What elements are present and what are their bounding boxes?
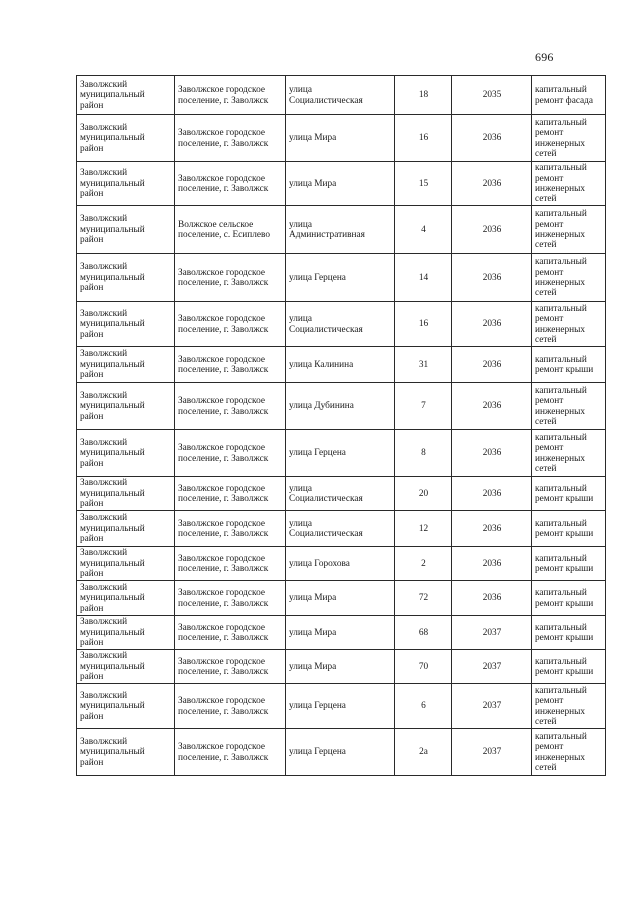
house-number-cell — [395, 616, 452, 650]
house-number-cell-text: 14 — [418, 272, 429, 283]
house-number-cell — [395, 430, 452, 477]
work-type-cell-text: капитальный ремонт инженерных сетей — [535, 209, 587, 251]
district-cell-text: Заволжский муниципальный район — [80, 349, 145, 381]
work-type-cell-text: капитальный ремонт инженерных сетей — [535, 303, 587, 345]
settlement-cell-text: Волжское сельское поселение, с. Есиплево — [178, 219, 270, 240]
house-number-cell — [395, 581, 452, 616]
district-cell-text: Заволжский муниципальный район — [80, 548, 145, 580]
table-row — [77, 547, 606, 581]
table-row — [77, 115, 606, 162]
work-type-cell-text: капитальный ремонт инженерных сетей — [535, 385, 587, 427]
work-type-cell-text: капитальный ремонт инженерных сетей — [535, 685, 587, 727]
street-cell — [286, 477, 395, 511]
district-cell — [77, 162, 175, 206]
settlement-cell — [175, 76, 286, 115]
work-type-cell-text: капитальный ремонт инженерных сетей — [535, 731, 587, 773]
district-cell — [77, 430, 175, 477]
house-number-cell — [395, 162, 452, 206]
house-number-cell — [395, 383, 452, 430]
work-type-cell-text: капитальный ремонт крыши — [535, 354, 594, 375]
district-cell — [77, 616, 175, 650]
settlement-cell-text: Заволжское городское поселение, г. Заволжск — [178, 588, 269, 609]
house-number-cell — [395, 477, 452, 511]
year-cell-text: 2036 — [482, 558, 502, 569]
settlement-cell-text: Заволжское городское поселение, г. Заволжск — [178, 85, 269, 106]
settlement-cell-text: Заволжское городское поселение, г. Заволжск — [178, 742, 269, 763]
street-cell-text: улица Мира — [289, 593, 337, 604]
year-cell-text: 2037 — [482, 701, 502, 712]
street-cell-text: улица Мира — [289, 627, 337, 638]
settlement-cell-text: Заволжское городское поселение, г. Заволжск — [178, 173, 269, 194]
work-type-cell-text: капитальный ремонт инженерных сетей — [535, 163, 587, 205]
year-cell — [452, 477, 532, 511]
work-type-cell — [532, 511, 606, 547]
district-cell — [77, 347, 175, 383]
work-type-cell — [532, 302, 606, 347]
table-row — [77, 383, 606, 430]
house-number-cell-text: 70 — [418, 661, 429, 672]
year-cell — [452, 684, 532, 729]
settlement-cell — [175, 616, 286, 650]
table-row — [77, 430, 606, 477]
year-cell-text: 2036 — [482, 272, 502, 283]
work-type-cell — [532, 684, 606, 729]
street-cell — [286, 616, 395, 650]
district-cell — [77, 729, 175, 776]
year-cell-text: 2036 — [482, 224, 502, 235]
table-row — [77, 76, 606, 115]
year-cell-text: 2036 — [482, 488, 502, 499]
settlement-cell — [175, 581, 286, 616]
district-cell-text: Заволжский муниципальный район — [80, 79, 145, 111]
year-cell-text: 2036 — [482, 359, 502, 370]
settlement-cell — [175, 684, 286, 729]
street-cell — [286, 581, 395, 616]
district-cell — [77, 383, 175, 430]
house-number-cell-text: 12 — [418, 523, 429, 534]
table-row — [77, 616, 606, 650]
year-cell-text: 2036 — [482, 319, 502, 330]
street-cell — [286, 162, 395, 206]
settlement-cell-text: Заволжское городское поселение, г. Заволжск — [178, 518, 269, 539]
year-cell — [452, 115, 532, 162]
settlement-cell — [175, 547, 286, 581]
district-cell — [77, 477, 175, 511]
settlement-cell-text: Заволжское городское поселение, г. Заволжск — [178, 314, 269, 335]
house-number-cell — [395, 547, 452, 581]
work-type-cell-text: капитальный ремонт крыши — [535, 483, 594, 504]
settlement-cell-text: Заволжское городское поселение, г. Заволжск — [178, 354, 269, 375]
settlement-cell — [175, 115, 286, 162]
table-row — [77, 302, 606, 347]
house-number-cell-text: 31 — [418, 359, 429, 370]
work-type-cell-text: капитальный ремонт крыши — [535, 588, 594, 609]
settlement-cell-text: Заволжское городское поселение, г. Заволжск — [178, 483, 269, 504]
settlement-cell — [175, 477, 286, 511]
district-cell — [77, 76, 175, 115]
house-number-cell — [395, 650, 452, 684]
street-cell-text: улица Социалистическая — [289, 483, 363, 504]
year-cell-text: 2037 — [482, 747, 502, 758]
table-row — [77, 729, 606, 776]
house-number-cell — [395, 115, 452, 162]
year-cell-text: 2037 — [482, 627, 502, 638]
work-type-cell-text: капитальный ремонт инженерных сетей — [535, 257, 587, 299]
house-number-cell-text: 15 — [418, 178, 429, 189]
year-cell-text: 2036 — [482, 178, 502, 189]
street-cell-text: улица Социалистическая — [289, 85, 363, 106]
year-cell-text: 2037 — [482, 661, 502, 672]
house-number-cell-text: 18 — [418, 90, 429, 101]
work-type-cell — [532, 650, 606, 684]
district-cell — [77, 650, 175, 684]
district-cell — [77, 547, 175, 581]
district-cell-text: Заволжский муниципальный район — [80, 582, 145, 614]
year-cell-text: 2036 — [482, 523, 502, 534]
work-type-cell — [532, 347, 606, 383]
street-cell-text: улица Горохова — [289, 558, 350, 569]
work-type-cell-text: капитальный ремонт инженерных сетей — [535, 117, 587, 159]
street-cell — [286, 511, 395, 547]
street-cell — [286, 383, 395, 430]
street-cell — [286, 684, 395, 729]
district-cell — [77, 302, 175, 347]
work-type-cell-text: капитальный ремонт крыши — [535, 518, 594, 539]
district-cell-text: Заволжский муниципальный район — [80, 736, 145, 768]
settlement-cell — [175, 347, 286, 383]
year-cell — [452, 729, 532, 776]
work-type-cell — [532, 547, 606, 581]
year-cell — [452, 206, 532, 254]
street-cell — [286, 254, 395, 302]
house-number-cell-text: 16 — [418, 133, 429, 144]
work-type-cell — [532, 616, 606, 650]
work-type-cell — [532, 162, 606, 206]
year-cell-text: 2036 — [482, 593, 502, 604]
table-row — [77, 162, 606, 206]
house-number-cell-text: 4 — [421, 224, 426, 235]
district-cell-text: Заволжский муниципальный район — [80, 390, 145, 422]
house-number-cell-text: 7 — [421, 401, 426, 412]
house-number-cell-text: 72 — [418, 593, 429, 604]
district-cell-text: Заволжский муниципальный район — [80, 478, 145, 510]
street-cell — [286, 547, 395, 581]
street-cell — [286, 650, 395, 684]
table-row — [77, 206, 606, 254]
work-type-cell-text: капитальный ремонт фасада — [535, 85, 594, 106]
district-cell — [77, 684, 175, 729]
work-type-cell — [532, 76, 606, 115]
street-cell — [286, 347, 395, 383]
house-number-cell — [395, 684, 452, 729]
year-cell-text: 2036 — [482, 448, 502, 459]
street-cell-text: улица Мира — [289, 133, 337, 144]
settlement-cell — [175, 206, 286, 254]
street-cell — [286, 302, 395, 347]
year-cell — [452, 302, 532, 347]
table-row — [77, 254, 606, 302]
year-cell — [452, 162, 532, 206]
table-row — [77, 511, 606, 547]
house-number-cell-text: 2 — [421, 558, 426, 569]
district-cell-text: Заволжский муниципальный район — [80, 308, 145, 340]
house-number-cell-text: 16 — [418, 319, 429, 330]
house-number-cell — [395, 254, 452, 302]
street-cell-text: улица Герцена — [289, 272, 346, 283]
year-cell — [452, 347, 532, 383]
work-type-cell — [532, 430, 606, 477]
street-cell-text: улица Социалистическая — [289, 314, 363, 335]
district-cell — [77, 254, 175, 302]
work-type-cell — [532, 477, 606, 511]
settlement-cell-text: Заволжское городское поселение, г. Заволжск — [178, 696, 269, 717]
year-cell-text: 2036 — [482, 401, 502, 412]
street-cell-text: улица Социалистическая — [289, 518, 363, 539]
street-cell — [286, 76, 395, 115]
page-number: 696 — [535, 50, 554, 64]
district-cell-text: Заволжский муниципальный район — [80, 690, 145, 722]
street-cell — [286, 115, 395, 162]
work-type-cell — [532, 581, 606, 616]
street-cell-text: улица Административная — [289, 219, 365, 240]
table-body — [77, 76, 606, 776]
table-row — [77, 650, 606, 684]
work-type-cell — [532, 115, 606, 162]
street-cell-text: улица Мира — [289, 661, 337, 672]
house-number-cell — [395, 206, 452, 254]
house-number-cell — [395, 76, 452, 115]
house-number-cell-text: 2а — [419, 747, 428, 758]
settlement-cell — [175, 650, 286, 684]
street-cell-text: улица Герцена — [289, 448, 346, 459]
work-type-cell — [532, 383, 606, 430]
house-number-cell-text: 6 — [421, 701, 426, 712]
year-cell — [452, 547, 532, 581]
work-type-cell-text: капитальный ремонт крыши — [535, 622, 594, 643]
street-cell — [286, 206, 395, 254]
street-cell — [286, 729, 395, 776]
district-cell — [77, 115, 175, 162]
housing-repair-table — [76, 75, 606, 776]
house-number-cell — [395, 347, 452, 383]
settlement-cell — [175, 383, 286, 430]
street-cell-text: улица Герцена — [289, 701, 346, 712]
settlement-cell — [175, 729, 286, 776]
district-cell — [77, 581, 175, 616]
settlement-cell-text: Заволжское городское поселение, г. Заволжск — [178, 396, 269, 417]
settlement-cell-text: Заволжское городское поселение, г. Заволжск — [178, 553, 269, 574]
table-row — [77, 581, 606, 616]
settlement-cell — [175, 511, 286, 547]
year-cell-text: 2035 — [482, 90, 502, 101]
district-cell-text: Заволжский муниципальный район — [80, 122, 145, 154]
house-number-cell-text: 20 — [418, 488, 429, 499]
district-cell-text: Заволжский муниципальный район — [80, 168, 145, 200]
table-row — [77, 477, 606, 511]
table-row — [77, 684, 606, 729]
district-cell-text: Заволжский муниципальный район — [80, 513, 145, 545]
year-cell — [452, 430, 532, 477]
house-number-cell-text: 8 — [421, 448, 426, 459]
street-cell-text: улица Дубинина — [289, 401, 354, 412]
work-type-cell — [532, 254, 606, 302]
district-cell — [77, 511, 175, 547]
district-cell-text: Заволжский муниципальный район — [80, 214, 145, 246]
district-cell — [77, 206, 175, 254]
settlement-cell — [175, 254, 286, 302]
year-cell — [452, 511, 532, 547]
district-cell-text: Заволжский муниципальный район — [80, 651, 145, 683]
house-number-cell — [395, 729, 452, 776]
settlement-cell-text: Заволжское городское поселение, г. Заволжск — [178, 128, 269, 149]
year-cell — [452, 76, 532, 115]
district-cell-text: Заволжский муниципальный район — [80, 437, 145, 469]
work-type-cell-text: капитальный ремонт крыши — [535, 656, 594, 677]
district-cell-text: Заволжский муниципальный район — [80, 617, 145, 649]
street-cell-text: улица Герцена — [289, 747, 346, 758]
street-cell-text: улица Мира — [289, 178, 337, 189]
settlement-cell-text: Заволжское городское поселение, г. Заволжск — [178, 443, 269, 464]
settlement-cell — [175, 302, 286, 347]
work-type-cell — [532, 729, 606, 776]
year-cell — [452, 383, 532, 430]
settlement-cell-text: Заволжское городское поселение, г. Заволжск — [178, 622, 269, 643]
work-type-cell — [532, 206, 606, 254]
house-number-cell — [395, 511, 452, 547]
work-type-cell-text: капитальный ремонт крыши — [535, 553, 594, 574]
table-row — [77, 347, 606, 383]
settlement-cell — [175, 430, 286, 477]
house-number-cell-text: 68 — [418, 627, 429, 638]
year-cell — [452, 254, 532, 302]
street-cell-text: улица Калинина — [289, 359, 354, 370]
street-cell — [286, 430, 395, 477]
work-type-cell-text: капитальный ремонт инженерных сетей — [535, 432, 587, 474]
year-cell — [452, 616, 532, 650]
year-cell — [452, 650, 532, 684]
house-number-cell — [395, 302, 452, 347]
settlement-cell-text: Заволжское городское поселение, г. Заволжск — [178, 656, 269, 677]
year-cell-text: 2036 — [482, 133, 502, 144]
district-cell-text: Заволжский муниципальный район — [80, 262, 145, 294]
settlement-cell-text: Заволжское городское поселение, г. Заволжск — [178, 267, 269, 288]
year-cell — [452, 581, 532, 616]
settlement-cell — [175, 162, 286, 206]
